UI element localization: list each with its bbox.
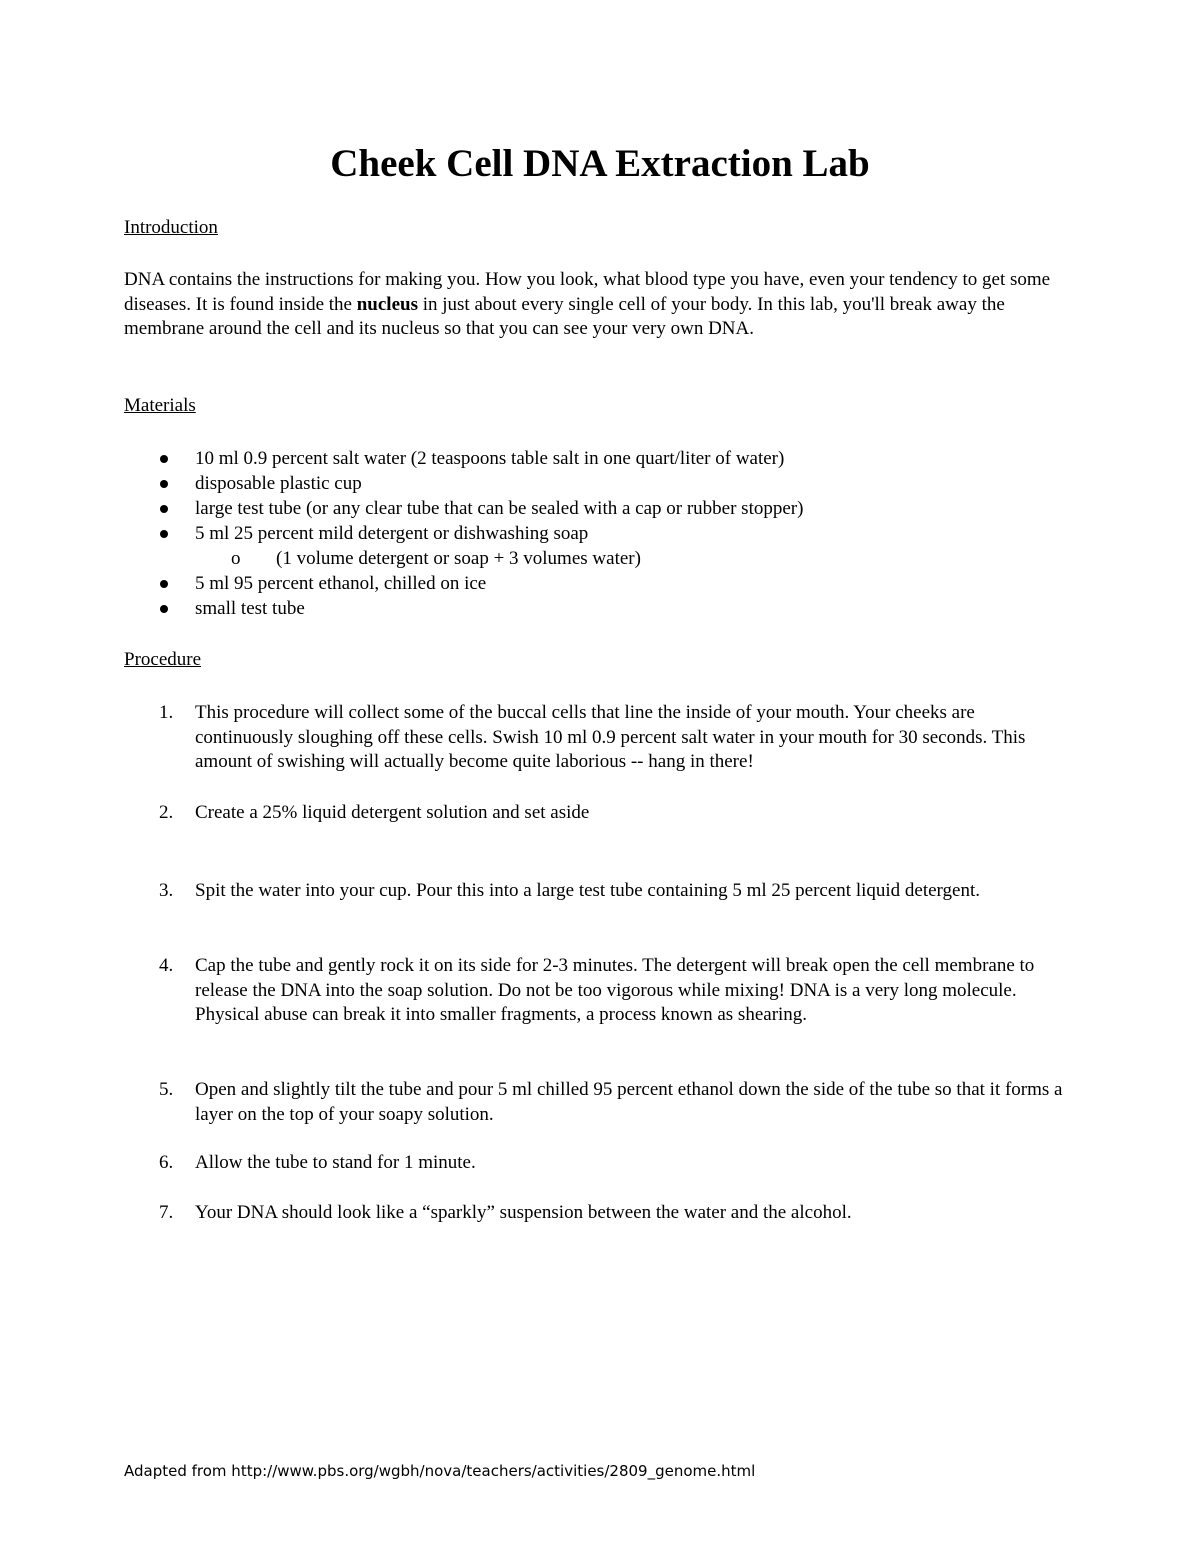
step-text: Cap the tube and gently rock it on its side for 2-3 minutes. The detergent will break open the cell membrane to release the DNA into the soap solution. Do not be too vigorous while mixing! DNA is a very long molecule. Physical abuse can break it into smaller fragments, a process known as shearing.	[195, 955, 1035, 1025]
materials-item: 5 ml 95 percent ethanol, chilled on ice	[124, 571, 803, 596]
procedure-step	[124, 1078, 1064, 1127]
step-text: Spit the water into your cup. Pour this into a large test tube containing 5 ml 25 percent liquid detergent.	[195, 880, 981, 901]
procedure-step	[124, 1151, 1064, 1176]
step-number: 6.	[159, 1152, 174, 1173]
step-text: Open and slightly tilt the tube and pour 5 ml chilled 95 percent ethanol down the side of the tube so that it forms a layer on the top of your soapy solution.	[195, 1079, 1063, 1125]
materials-item: 5 ml 25 percent mild detergent or dishwashing soap	[124, 521, 803, 546]
procedure-step	[124, 954, 1064, 1028]
materials-item: small test tube	[124, 596, 803, 621]
step-text: Your DNA should look like a “sparkly” suspension between the water and the alcohol.	[195, 1202, 852, 1223]
procedure-step	[124, 801, 1064, 826]
step-text: This procedure will collect some of the buccal cells that line the inside of your mouth. Your cheeks are continuously sloughing off these cells. Swish 10 ml 0.9 percent salt water in your mouth for 30 seconds. This amount of swishing will actually become quite laborious -- hang in there!	[195, 702, 1026, 772]
materials-list	[124, 446, 803, 621]
procedure-step	[124, 879, 1064, 904]
procedure-step	[124, 701, 1064, 775]
materials-item: 10 ml 0.9 percent salt water (2 teaspoons table salt in one quart/liter of water)	[124, 446, 803, 471]
bullet-icon	[160, 505, 168, 513]
introduction-text-end: in just about every single cell of your body. In this lab, you'll break away the membrane around the cell and its nucleus so that you can see your very own DNA.	[124, 293, 1005, 339]
bullet-icon	[160, 580, 168, 588]
introduction-heading: Introduction	[124, 217, 218, 238]
step-text: Allow the tube to stand for 1 minute.	[195, 1152, 476, 1173]
source-footer: Adapted from http://www.pbs.org/wgbh/nova/teachers/activities/2809_genome.html	[124, 1462, 756, 1480]
introduction-paragraph	[124, 268, 1064, 342]
nucleus-bold-term: nucleus	[356, 293, 418, 315]
bullet-icon	[160, 605, 168, 613]
bullet-icon	[160, 455, 168, 463]
procedure-heading: Procedure	[124, 649, 202, 670]
step-text: Create a 25% liquid detergent solution and set aside	[195, 802, 590, 823]
page-title: Cheek Cell DNA Extraction Lab	[330, 142, 870, 185]
step-number: 3.	[159, 880, 174, 901]
step-number: 1.	[159, 702, 174, 723]
introduction-text-start: DNA contains the instructions for making you. How you look, what blood type you have, even your tendency to get some diseases. It is found inside the	[124, 269, 1051, 315]
procedure-step	[124, 1201, 1064, 1226]
materials-sub-item: o (1 volume detergent or soap + 3 volumes water)	[231, 548, 641, 569]
step-number: 4.	[159, 955, 174, 976]
sub-bullet-marker: o	[231, 548, 241, 569]
step-number: 5.	[159, 1079, 174, 1100]
bullet-icon	[160, 480, 168, 488]
bullet-icon	[160, 530, 168, 538]
materials-item: large test tube (or any clear tube that can be sealed with a cap or rubber stopper)	[124, 496, 803, 521]
materials-item: disposable plastic cup	[124, 471, 803, 496]
step-number: 2.	[159, 802, 174, 823]
materials-heading: Materials	[124, 395, 196, 416]
step-number: 7.	[159, 1202, 174, 1223]
